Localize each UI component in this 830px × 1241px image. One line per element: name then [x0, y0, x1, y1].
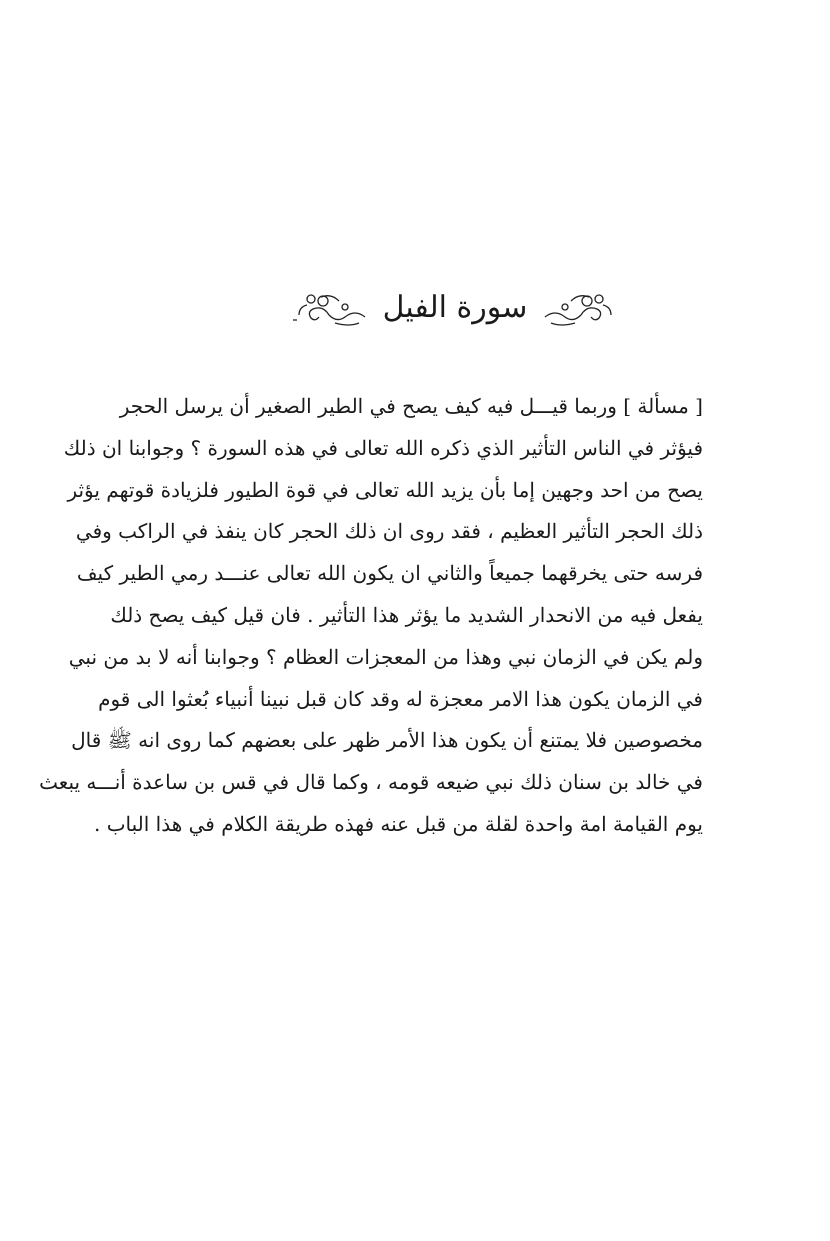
text-line: [ مسألة ] وربما قيـــل فيه كيف يصح في الطير الصغير أن يرسل الحجر	[119, 394, 703, 418]
surah-title: سورة الفيل	[382, 290, 528, 325]
text-line: يفعل فيه من الانحدار الشديد ما يؤثر هذا التأثير . فان قيل كيف يصح ذلك	[110, 602, 703, 627]
text-line: في الزمان يكون هذا الامر معجزة له وقد كان قبل نبينا أنبياء بُعثوا الى قوم	[98, 686, 703, 711]
floral-ornament-icon	[295, 287, 369, 329]
text-line: في خالد بن سنان ذلك نبي ضيعه قومه ، وكما قال في قس بن ساعدة أنـــه يبعث	[39, 770, 703, 795]
body-paragraph	[39, 386, 703, 846]
text-line: ولم يكن في الزمان نبي وهذا من المعجزات العظام ؟ وجوابنا أنه لا بد من نبي	[68, 644, 703, 669]
surah-header	[300, 282, 610, 334]
text-line: ذلك الحجر التأثير العظيم ، فقد روى ان ذلك الحجر كان ينفذ في الراكب وفي	[75, 519, 703, 544]
text-line: فرسه حتى يخرقهما جميعاً والثاني ان يكون الله تعالى عنـــد رمي الطير كيف	[76, 561, 703, 586]
text-line: مخصوصين فلا يمتنع أن يكون هذا الأمر ظهر على بعضهم كما روى انه ﷺ قال	[71, 728, 703, 753]
floral-ornament-icon	[541, 287, 615, 329]
text-line: يوم القيامة امة واحدة لقلة من قبل عنه فهذه طريقة الكلام في هذا الباب .	[93, 811, 703, 836]
text-line: يصح من احد وجهين إما بأن يزيد الله تعالى في قوة الطيور فلزيادة قوتهم يؤثر	[67, 477, 703, 502]
text-line: فيؤثر في الناس التأثير الذي ذكره الله تعالى في هذه السورة ؟ وجوابنا ان ذلك	[63, 435, 703, 460]
